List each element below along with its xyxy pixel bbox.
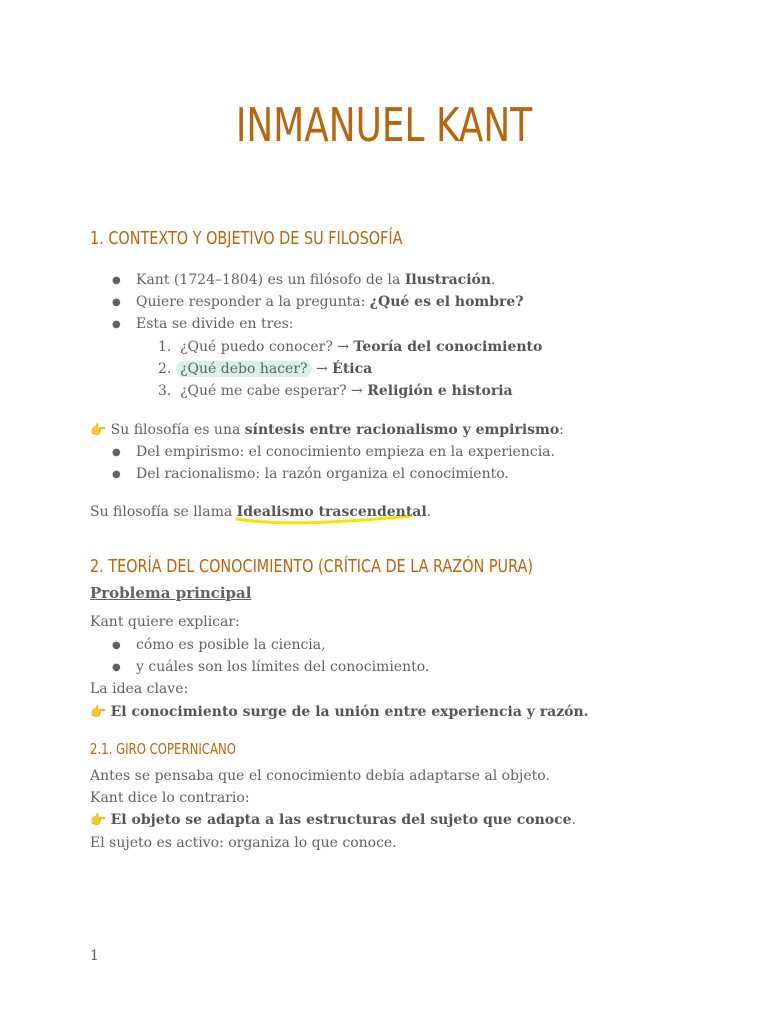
pointing-hand-icon: 👉 (90, 705, 107, 720)
bullet-dot-icon: ● (112, 447, 121, 458)
page-number: 1 (90, 948, 99, 964)
paragraph: El sujeto es activo: organiza lo que conoce. (90, 835, 397, 851)
bullet-dot-icon: ● (112, 319, 121, 330)
paragraph: Antes se pensaba que el conocimiento debía adaptarse al objeto. (90, 768, 550, 784)
paragraph: La idea clave: (90, 681, 189, 697)
green-highlight: ¿Qué debo hacer? (176, 361, 312, 377)
bullet-dot-icon: ● (112, 469, 121, 480)
philosophy-name-paragraph: Su filosofía se llama Idealismo trascendental. (90, 501, 431, 523)
bullet-dot-icon: ● (112, 640, 121, 651)
list-item: ● y cuáles son los límites del conocimiento. (112, 656, 429, 679)
numbered-item: 2. ¿Qué debo hacer? → Ética (158, 361, 373, 377)
subheading-problema: Problema principal (90, 584, 252, 602)
list-item: ● Esta se divide en tres: (112, 313, 294, 336)
pointing-hand-icon: 👉 (90, 813, 107, 828)
bullet-dot-icon: ● (112, 662, 121, 673)
pointing-hand-icon: 👉 (90, 423, 107, 438)
section-2-1-heading: 2.1. GIRO COPERNICANO (90, 740, 236, 758)
section-2-heading: 2. TEORÍA DEL CONOCIMIENTO (CRÍTICA DE LA RAZÓN PURA) (90, 556, 533, 577)
numbered-item: 1. ¿Qué puedo conocer? → Teoría del conocimiento (158, 339, 543, 355)
list-item: ● Del empirismo: el conocimiento empieza en la experiencia. (112, 441, 555, 464)
bullet-dot-icon: ● (112, 297, 121, 308)
list-item: ● cómo es posible la ciencia, (112, 634, 326, 657)
paragraph: Kant quiere explicar: (90, 614, 240, 630)
section-1-heading: 1. CONTEXTO Y OBJETIVO DE SU FILOSOFÍA (90, 228, 403, 249)
key-idea: 👉 El conocimiento surge de la unión entre experiencia y razón. (90, 704, 589, 720)
list-item: ● Del racionalismo: la razón organiza el conocimiento. (112, 463, 509, 486)
paragraph: Kant dice lo contrario: (90, 790, 250, 806)
list-item: ● Quiere responder a la pregunta: ¿Qué es el hombre? (112, 291, 524, 314)
list-item: ● Kant (1724–1804) es un filósofo de la Ilustración. (112, 269, 495, 292)
yellow-highlight: Idealismo trascendental (237, 504, 427, 520)
key-idea: 👉 El objeto se adapta a las estructuras del sujeto que conoce. (90, 812, 576, 828)
numbered-item: 3. ¿Qué me cabe esperar? → Religión e historia (158, 383, 513, 399)
synthesis-paragraph: 👉 Su filosofía es una síntesis entre racionalismo y empirismo: (90, 422, 564, 438)
document-title: INMANUEL KANT (235, 98, 533, 152)
bullet-dot-icon: ● (112, 275, 121, 286)
